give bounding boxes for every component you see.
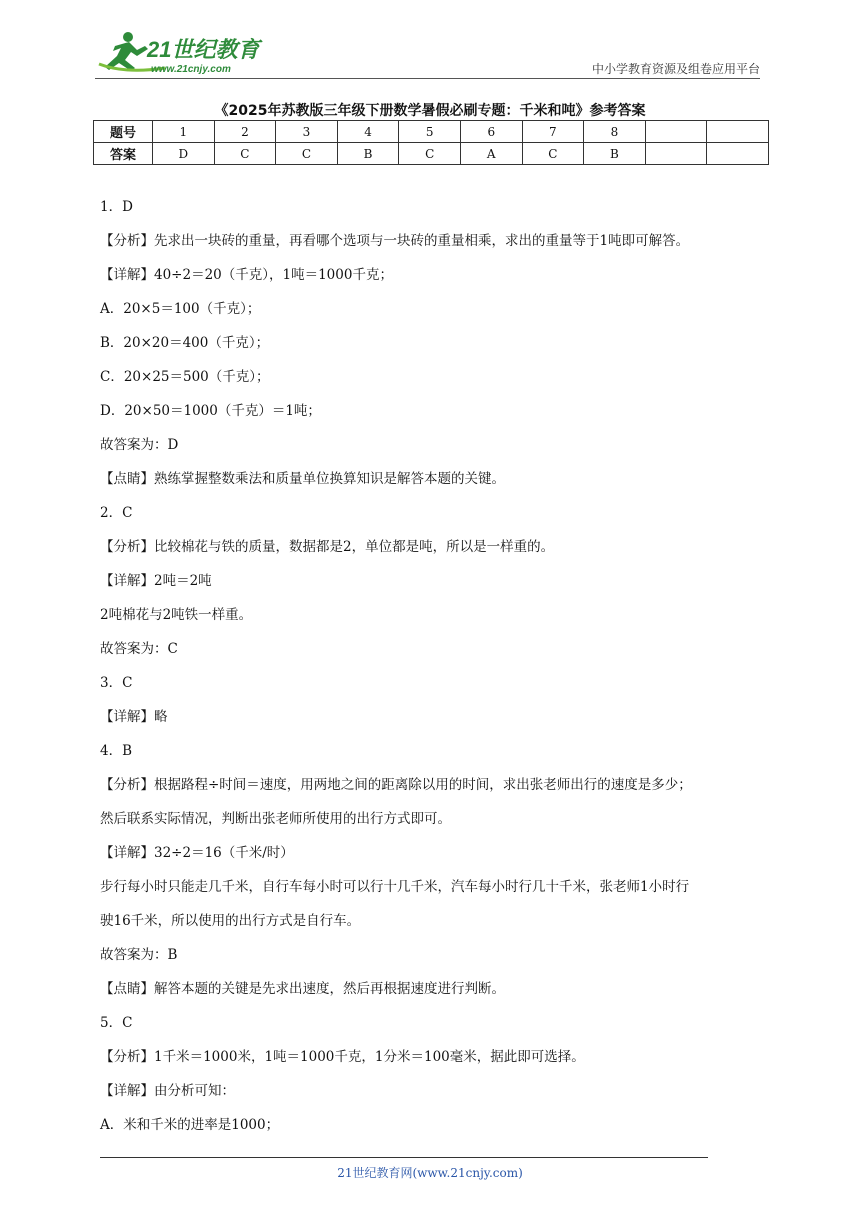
answer-table: [93, 120, 769, 165]
logo-text: 21世纪教育: [147, 37, 260, 62]
logo-21cnjy: [95, 30, 275, 76]
text-line: 【详解】32÷2＝16（千米/时）: [100, 845, 294, 861]
table-cell: B: [584, 143, 646, 165]
table-cell: 5: [399, 121, 461, 143]
text-line: 【分析】根据路程÷时间＝速度，用两地之间的距离除以用的时间，求出张老师出行的速度是多少；: [100, 777, 692, 793]
text-line: 【详解】略: [100, 709, 168, 725]
text-line: 【分析】比较棉花与铁的质量，数据都是2，单位都是吨，所以是一样重的。: [100, 539, 555, 555]
table-cell: C: [399, 143, 461, 165]
table-cell: 1: [153, 121, 215, 143]
text-line: C．20×25＝500（千克）；: [100, 369, 270, 385]
text-line: 故答案为：B: [100, 947, 178, 963]
logo-url: www.21cnjy.com: [151, 64, 231, 75]
text-line: 【详解】2吨＝2吨: [100, 573, 212, 589]
text-line: 驶16千米，所以使用的出行方式是自行车。: [100, 913, 361, 929]
table-cell: A: [460, 143, 522, 165]
table-cell: C: [522, 143, 584, 165]
text-line: 然后联系实际情况，判断出张老师所使用的出行方式即可。: [100, 811, 451, 827]
table-row-numbers: [94, 121, 769, 143]
table-row-answers: [94, 143, 769, 165]
footer-link[interactable]: 21世纪教育网(www.21cnjy.com): [337, 1166, 523, 1180]
text-line: 【点睛】熟练掌握整数乘法和质量单位换算知识是解答本题的关键。: [100, 471, 505, 487]
text-line: D．20×50＝1000（千克）＝1吨；: [100, 403, 321, 419]
table-cell: 8: [584, 121, 646, 143]
text-line: 4．B: [100, 743, 133, 759]
text-line: 故答案为：D: [100, 437, 179, 453]
answer-explanations: [100, 190, 770, 1142]
table-cell: 2: [214, 121, 276, 143]
text-line: 【分析】先求出一块砖的重量，再看哪个选项与一块砖的重量相乘，求出的重量等于1吨即可解答。: [100, 233, 690, 249]
text-line: 步行每小时只能走几千米，自行车每小时可以行十几千米，汽车每小时行几十千米，张老师1小时行: [100, 879, 690, 895]
text-line: 3．C: [100, 675, 133, 691]
text-line: 【详解】由分析可知：: [100, 1083, 235, 1099]
table-cell: [645, 143, 707, 165]
header-rule: [95, 78, 760, 79]
footer-rule: [100, 1157, 708, 1158]
table-cell: C: [276, 143, 338, 165]
text-line: 【详解】40÷2＝20（千克），1吨＝1000千克；: [100, 267, 393, 283]
table-cell: 7: [522, 121, 584, 143]
text-line: 故答案为：C: [100, 641, 178, 657]
platform-name: 中小学教育资源及组卷应用平台: [591, 62, 760, 76]
text-line: 5．C: [100, 1015, 133, 1031]
table-cell: [645, 121, 707, 143]
text-line: 1．D: [100, 199, 133, 215]
table-cell: 3: [276, 121, 338, 143]
table-cell: [707, 121, 769, 143]
table-header-number: 题号: [94, 121, 153, 143]
page-header: [95, 30, 760, 80]
text-line: A．米和千米的进率是1000；: [100, 1117, 280, 1133]
table-cell: D: [153, 143, 215, 165]
document-title: 《2025年苏教版三年级下册数学暑假必刷专题：千米和吨》参考答案: [214, 103, 646, 119]
text-line: B．20×20＝400（千克）；: [100, 335, 270, 351]
text-line: 2吨棉花与2吨铁一样重。: [100, 607, 253, 623]
table-cell: 4: [337, 121, 399, 143]
table-cell: [707, 143, 769, 165]
text-line: 【分析】1千米＝1000米，1吨＝1000千克，1分米＝100毫米，据此即可选择。: [100, 1049, 585, 1065]
table-cell: 6: [460, 121, 522, 143]
text-line: A．20×5＝100（千克）；: [100, 301, 261, 317]
table-header-answer: 答案: [94, 143, 153, 165]
table-cell: C: [214, 143, 276, 165]
text-line: 2．C: [100, 505, 133, 521]
table-cell: B: [337, 143, 399, 165]
text-line: 【点睛】解答本题的关键是先求出速度，然后再根据速度进行判断。: [100, 981, 505, 997]
